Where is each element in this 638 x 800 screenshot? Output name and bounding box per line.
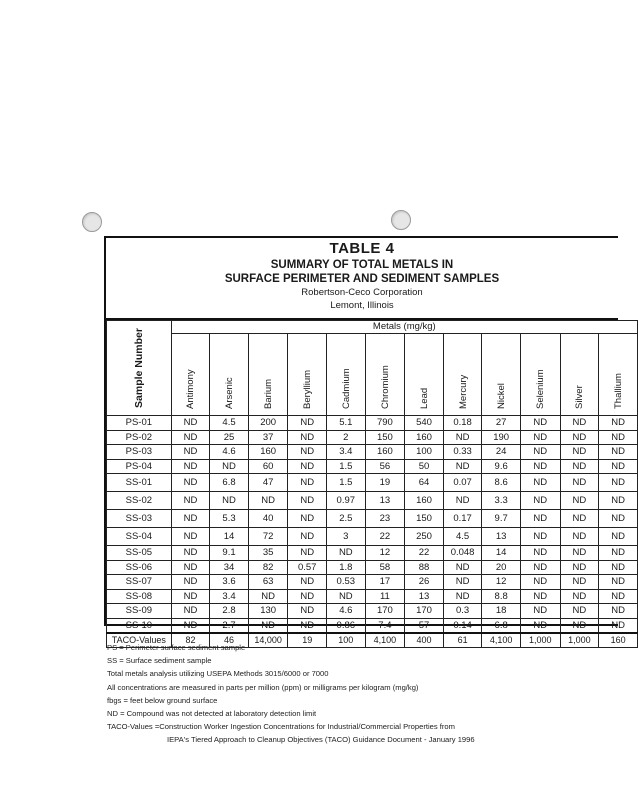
value-cell: 0.86 — [327, 618, 366, 633]
value-cell: 13 — [482, 528, 521, 546]
taco-value-cell: 400 — [405, 633, 444, 648]
table-body — [107, 416, 638, 648]
footnote-line: fbgs = feet below ground surface — [107, 695, 218, 705]
value-cell: 0.048 — [443, 546, 482, 561]
table-title: TABLE 4 — [329, 240, 395, 257]
value-cell: ND — [210, 492, 249, 510]
value-cell: 2 — [327, 430, 366, 445]
value-cell: ND — [599, 459, 638, 474]
sample-id-cell: SS-04 — [107, 528, 172, 546]
table-subtitle-line2: SURFACE PERIMETER AND SEDIMENT SAMPLES — [224, 273, 500, 285]
value-cell: 5.1 — [327, 416, 366, 431]
value-cell: 7.4 — [365, 618, 405, 633]
value-cell: 8.8 — [482, 589, 521, 604]
sample-id-cell: PS-01 — [107, 416, 172, 431]
value-cell: 540 — [405, 416, 444, 431]
value-cell: ND — [327, 546, 366, 561]
metal-name: Selenium — [535, 369, 547, 409]
value-cell: ND — [599, 560, 638, 575]
value-cell: ND — [520, 546, 560, 561]
sample-id-cell: PS-02 — [107, 430, 172, 445]
value-cell: ND — [599, 474, 638, 492]
value-cell: 18 — [482, 604, 521, 619]
value-cell: 50 — [405, 459, 444, 474]
value-cell: 37 — [248, 430, 288, 445]
value-cell: ND — [599, 416, 638, 431]
value-cell: 150 — [405, 510, 444, 528]
table-row — [107, 416, 638, 431]
table-row — [107, 528, 638, 546]
value-cell: ND — [560, 618, 599, 633]
taco-value-cell: 61 — [443, 633, 482, 648]
metal-column-header — [327, 334, 366, 416]
value-cell: ND — [560, 459, 599, 474]
taco-value-cell: 14,000 — [248, 633, 288, 648]
sample-id-cell: SS-01 — [107, 474, 172, 492]
value-cell: ND — [288, 604, 327, 619]
value-cell: ND — [327, 589, 366, 604]
value-cell: 19 — [365, 474, 405, 492]
value-cell: 27 — [482, 416, 521, 431]
value-cell: 14 — [210, 528, 249, 546]
value-cell: ND — [599, 589, 638, 604]
sample-id-cell: SS-06 — [107, 560, 172, 575]
value-cell: 1.5 — [327, 459, 366, 474]
value-cell: ND — [288, 528, 327, 546]
punch-hole-center — [391, 210, 411, 230]
value-cell: 1.8 — [327, 560, 366, 575]
table-row — [107, 546, 638, 561]
sample-id-cell: SS-07 — [107, 575, 172, 590]
value-cell: 3.4 — [210, 589, 249, 604]
value-cell: 170 — [365, 604, 405, 619]
value-cell: ND — [171, 575, 210, 590]
value-cell: 100 — [405, 445, 444, 460]
value-cell: ND — [560, 546, 599, 561]
value-cell: 2.5 — [327, 510, 366, 528]
value-cell: 26 — [405, 575, 444, 590]
taco-value-cell: 19 — [288, 633, 327, 648]
value-cell: 63 — [248, 575, 288, 590]
value-cell: ND — [520, 575, 560, 590]
metals-table — [106, 320, 638, 648]
value-cell: ND — [171, 445, 210, 460]
value-cell: ND — [599, 604, 638, 619]
value-cell: ND — [560, 445, 599, 460]
value-cell: 4.5 — [443, 528, 482, 546]
table-row — [107, 604, 638, 619]
value-cell: ND — [599, 430, 638, 445]
value-cell: ND — [599, 528, 638, 546]
value-cell: ND — [288, 474, 327, 492]
taco-value-cell: 1,000 — [520, 633, 560, 648]
value-cell: 0.3 — [443, 604, 482, 619]
value-cell: ND — [288, 445, 327, 460]
value-cell: 3.3 — [482, 492, 521, 510]
value-cell: 3.6 — [210, 575, 249, 590]
table-sheet — [104, 236, 626, 645]
value-cell: 56 — [365, 459, 405, 474]
table-row — [107, 474, 638, 492]
sample-id-cell: SS-02 — [107, 492, 172, 510]
value-cell: ND — [443, 430, 482, 445]
value-cell: ND — [210, 459, 249, 474]
table-row — [107, 589, 638, 604]
value-cell: ND — [248, 618, 288, 633]
value-cell: ND — [520, 416, 560, 431]
value-cell: 13 — [405, 589, 444, 604]
value-cell: 0.57 — [288, 560, 327, 575]
value-cell: ND — [560, 560, 599, 575]
sample-id-cell: SS-10 — [107, 618, 172, 633]
metal-column-header — [210, 334, 249, 416]
value-cell: ND — [599, 445, 638, 460]
sample-id-cell: SS-08 — [107, 589, 172, 604]
metal-column-header — [482, 334, 521, 416]
metal-column-header — [171, 334, 210, 416]
value-cell: ND — [520, 560, 560, 575]
value-cell: 3 — [327, 528, 366, 546]
company-name: Robertson-Ceco Corporation — [301, 287, 423, 298]
metal-column-header — [288, 334, 327, 416]
value-cell: 12 — [482, 575, 521, 590]
value-cell: 9.7 — [482, 510, 521, 528]
metal-name: Arsenic — [224, 377, 236, 409]
value-cell: 4.6 — [210, 445, 249, 460]
value-cell: 40 — [248, 510, 288, 528]
value-cell: 6.8 — [482, 618, 521, 633]
value-cell: 20 — [482, 560, 521, 575]
value-cell: 24 — [482, 445, 521, 460]
value-cell: ND — [599, 510, 638, 528]
value-cell: ND — [171, 459, 210, 474]
value-cell: 0.97 — [327, 492, 366, 510]
footnote-line: TACO-Values =Construction Worker Ingestion Concentrations for Industrial/Commercial Properties from — [107, 722, 455, 732]
metal-name: Cadmium — [340, 368, 352, 409]
value-cell: 13 — [365, 492, 405, 510]
value-cell: 0.17 — [443, 510, 482, 528]
value-cell: ND — [520, 459, 560, 474]
value-cell: 0.14 — [443, 618, 482, 633]
value-cell: 9.6 — [482, 459, 521, 474]
value-cell: 790 — [365, 416, 405, 431]
value-cell: ND — [171, 618, 210, 633]
value-cell: ND — [443, 492, 482, 510]
taco-value-cell: 82 — [171, 633, 210, 648]
value-cell: 58 — [365, 560, 405, 575]
value-cell: 12 — [365, 546, 405, 561]
taco-value-cell: 100 — [327, 633, 366, 648]
value-cell: ND — [171, 430, 210, 445]
value-cell: 200 — [248, 416, 288, 431]
value-cell: 82 — [248, 560, 288, 575]
value-cell: ND — [443, 560, 482, 575]
value-cell: ND — [560, 528, 599, 546]
value-cell: ND — [248, 589, 288, 604]
value-cell: ND — [171, 492, 210, 510]
table-row — [107, 445, 638, 460]
value-cell: 0.33 — [443, 445, 482, 460]
metal-name: Nickel — [496, 383, 508, 409]
metal-header-row — [107, 334, 638, 416]
value-cell: 22 — [365, 528, 405, 546]
value-cell: ND — [520, 474, 560, 492]
table-row — [107, 560, 638, 575]
value-cell: 34 — [210, 560, 249, 575]
footnote-line: SS = Surface sediment sample — [107, 656, 212, 666]
value-cell: ND — [520, 510, 560, 528]
value-cell: ND — [560, 430, 599, 445]
sample-id-cell: SS-03 — [107, 510, 172, 528]
value-cell: 57 — [405, 618, 444, 633]
value-cell: ND — [599, 575, 638, 590]
value-cell: 25 — [210, 430, 249, 445]
value-cell: 1.5 — [327, 474, 366, 492]
value-cell: ND — [171, 510, 210, 528]
footnote-list — [107, 641, 475, 733]
value-cell: 160 — [248, 445, 288, 460]
value-cell: 0.18 — [443, 416, 482, 431]
value-cell: ND — [599, 618, 638, 633]
value-cell: 72 — [248, 528, 288, 546]
sample-number-label: Sample Number — [132, 328, 145, 408]
site-location: Lemont, Illinois — [330, 300, 394, 311]
taco-value-cell: 46 — [210, 633, 249, 648]
metal-name: Mercury — [457, 374, 469, 409]
metal-column-header — [599, 334, 638, 416]
value-cell: 23 — [365, 510, 405, 528]
value-cell: 250 — [405, 528, 444, 546]
value-cell: 160 — [405, 430, 444, 445]
taco-value-cell: 1,000 — [560, 633, 599, 648]
value-cell: 160 — [405, 492, 444, 510]
table-row — [107, 430, 638, 445]
value-cell: 60 — [248, 459, 288, 474]
table-row — [107, 459, 638, 474]
value-cell: 14 — [482, 546, 521, 561]
value-cell: ND — [171, 589, 210, 604]
footnotes — [107, 641, 475, 747]
value-cell: ND — [560, 474, 599, 492]
metal-name: Chromium — [379, 365, 391, 409]
value-cell: ND — [171, 416, 210, 431]
value-cell: 11 — [365, 589, 405, 604]
value-cell: ND — [171, 560, 210, 575]
table-row — [107, 575, 638, 590]
value-cell: ND — [288, 546, 327, 561]
value-cell: ND — [443, 575, 482, 590]
footnote-line: ND = Compound was not detected at laboratory detection limit — [107, 709, 317, 719]
value-cell: ND — [520, 618, 560, 633]
value-cell: ND — [599, 492, 638, 510]
table-row — [107, 492, 638, 510]
value-cell: 160 — [365, 445, 405, 460]
metal-column-header — [443, 334, 482, 416]
metal-column-header — [405, 334, 444, 416]
value-cell: ND — [288, 459, 327, 474]
sample-number-header — [107, 321, 172, 416]
table-row — [107, 510, 638, 528]
metal-name: Silver — [574, 385, 586, 409]
metal-column-header — [520, 334, 560, 416]
value-cell: ND — [560, 510, 599, 528]
value-cell: 35 — [248, 546, 288, 561]
table-subtitle-line1: SUMMARY OF TOTAL METALS IN — [270, 259, 454, 271]
value-cell: 2.8 — [210, 604, 249, 619]
value-cell: ND — [171, 604, 210, 619]
value-cell: ND — [560, 492, 599, 510]
value-cell: 8.6 — [482, 474, 521, 492]
value-cell: 150 — [365, 430, 405, 445]
value-cell: 170 — [405, 604, 444, 619]
value-cell: ND — [520, 445, 560, 460]
value-cell: 190 — [482, 430, 521, 445]
metal-column-header — [248, 334, 288, 416]
footnote-line: PS = Perimeter surface sediment sample — [107, 643, 246, 652]
value-cell: 88 — [405, 560, 444, 575]
metal-name: Lead — [419, 387, 430, 409]
taco-value-cell: 4,100 — [365, 633, 405, 648]
sample-id-cell: SS-05 — [107, 546, 172, 561]
value-cell: ND — [288, 510, 327, 528]
footnote-reference: IEPA's Tiered Approach to Cleanup Objectives (TACO) Guidance Document - January 1996 — [167, 735, 475, 745]
value-cell: ND — [443, 589, 482, 604]
value-cell: ND — [520, 430, 560, 445]
value-cell: ND — [171, 474, 210, 492]
value-cell: ND — [520, 604, 560, 619]
table-row — [107, 618, 638, 633]
taco-label-cell: TACO-Values — [107, 633, 172, 648]
value-cell: ND — [599, 546, 638, 561]
value-cell: ND — [560, 604, 599, 619]
value-cell: ND — [288, 430, 327, 445]
value-cell: ND — [288, 492, 327, 510]
value-cell: 17 — [365, 575, 405, 590]
metal-column-header — [560, 334, 599, 416]
value-cell: 4.6 — [327, 604, 366, 619]
value-cell: 4.5 — [210, 416, 249, 431]
sample-id-cell: PS-04 — [107, 459, 172, 474]
metal-column-header — [365, 334, 405, 416]
value-cell: 3.4 — [327, 445, 366, 460]
taco-value-cell: 160 — [599, 633, 638, 648]
value-cell: ND — [288, 618, 327, 633]
sample-id-cell: PS-03 — [107, 445, 172, 460]
punch-hole-left — [82, 212, 102, 232]
value-cell: ND — [248, 492, 288, 510]
value-cell: ND — [560, 575, 599, 590]
value-cell: 2.7 — [210, 618, 249, 633]
value-cell: ND — [171, 528, 210, 546]
title-block — [106, 238, 618, 320]
value-cell: ND — [288, 416, 327, 431]
value-cell: ND — [443, 459, 482, 474]
value-cell: ND — [520, 492, 560, 510]
value-cell: ND — [560, 416, 599, 431]
metal-name: Thallium — [613, 373, 625, 409]
value-cell: 130 — [248, 604, 288, 619]
value-cell: 22 — [405, 546, 444, 561]
value-cell: 47 — [248, 474, 288, 492]
value-cell: ND — [560, 589, 599, 604]
value-cell: ND — [288, 575, 327, 590]
value-cell: 5.3 — [210, 510, 249, 528]
value-cell: ND — [520, 528, 560, 546]
footnote-line: All concentrations are measured in parts per million (ppm) or milligrams per kilogram (mg/kg) — [107, 682, 419, 692]
taco-value-cell: 4,100 — [482, 633, 521, 648]
value-cell: 6.8 — [210, 474, 249, 492]
metal-name: Barium — [263, 378, 275, 409]
metal-name: Beryllium — [302, 369, 314, 409]
value-cell: ND — [520, 589, 560, 604]
value-cell: 0.07 — [443, 474, 482, 492]
sample-id-cell: SS-09 — [107, 604, 172, 619]
value-cell: ND — [288, 589, 327, 604]
metal-name: Antimony — [185, 369, 197, 409]
metals-group-header: Metals (mg/kg) — [171, 321, 637, 334]
value-cell: 64 — [405, 474, 444, 492]
footnote-line: Total metals analysis utilizing USEPA Methods 3015/6000 or 7000 — [107, 669, 329, 679]
value-cell: 0.53 — [327, 575, 366, 590]
value-cell: ND — [171, 546, 210, 561]
value-cell: 9.1 — [210, 546, 249, 561]
